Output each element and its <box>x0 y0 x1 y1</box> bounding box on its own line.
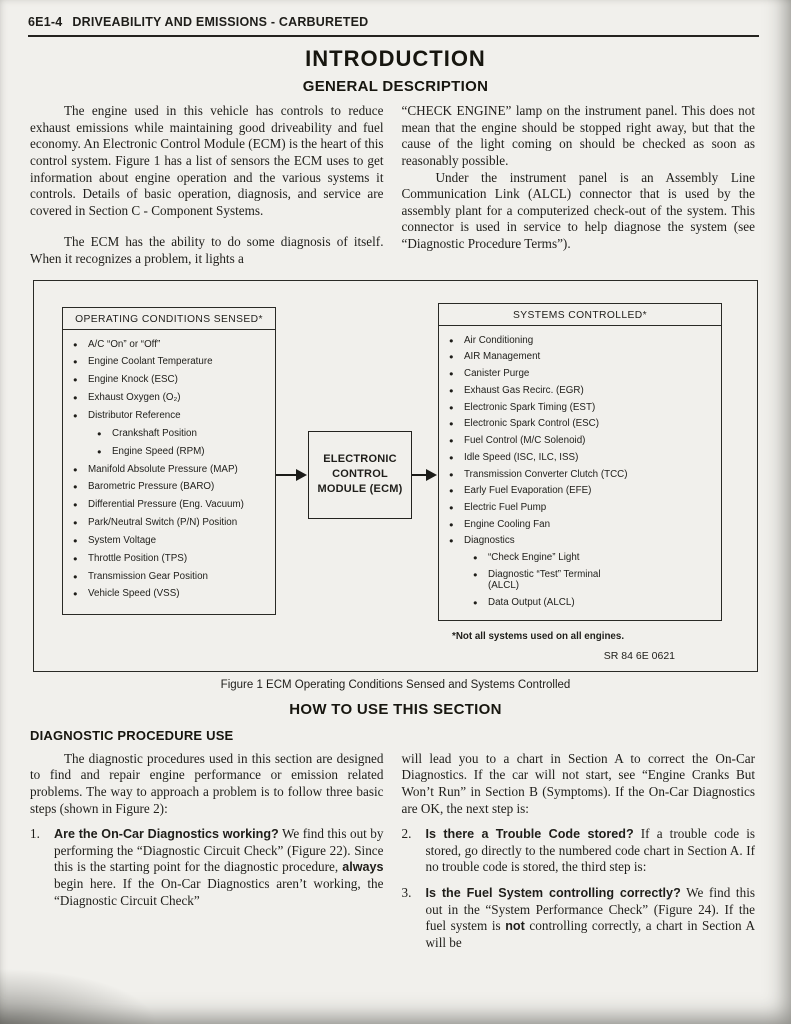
list-item-label: Vehicle Speed (VSS) <box>88 588 180 600</box>
how-to-use-columns <box>0 751 791 952</box>
list-item <box>449 368 717 380</box>
list-item <box>473 569 717 592</box>
page-title: INTRODUCTION <box>305 46 486 71</box>
list-item-label: Electric Fuel Pump <box>464 501 547 513</box>
list-item <box>73 553 271 565</box>
list-item-label: “Check Engine” Light <box>488 552 580 564</box>
how-to-use-section <box>0 728 791 743</box>
step-bold-word: not <box>505 919 525 934</box>
list-item-label: Transmission Converter Clutch (TCC) <box>464 468 628 480</box>
list-item-label: Engine Knock (ESC) <box>88 374 178 386</box>
list-item <box>449 452 717 464</box>
list-item-label: Fuel Control (M/C Solenoid) <box>464 435 586 447</box>
bullet-icon <box>73 374 88 386</box>
bullet-icon <box>73 392 88 404</box>
step-3 <box>402 885 756 952</box>
bullet-icon <box>449 535 464 547</box>
list-item <box>73 499 271 511</box>
list-item-label: Engine Speed (RPM) <box>112 445 205 457</box>
list-item <box>449 335 717 347</box>
list-item-label: Exhaust Gas Recirc. (EGR) <box>464 384 584 396</box>
list-item <box>449 535 717 547</box>
arrow-right-icon <box>412 474 434 476</box>
list-item-label: Exhaust Oxygen (O₂) <box>88 392 181 404</box>
list-item-label: Diagnostics <box>464 535 515 547</box>
list-item <box>73 410 271 422</box>
general-description-heading: GENERAL DESCRIPTION <box>302 78 489 95</box>
list-item-label: Electronic Spark Control (ESC) <box>464 418 600 430</box>
bullet-icon <box>449 452 464 464</box>
step-2 <box>402 826 756 876</box>
list-item-label: Idle Speed (ISC, ILC, ISS) <box>464 451 579 463</box>
list-item-label: Park/Neutral Switch (P/N) Position <box>88 517 238 529</box>
bullet-icon <box>73 499 88 511</box>
list-item <box>73 464 271 476</box>
step-question: Are the On-Car Diagnostics working? <box>54 827 279 842</box>
bullet-icon <box>97 428 112 440</box>
bullet-icon <box>73 339 88 351</box>
bullet-icon <box>97 446 112 458</box>
list-item-label: Throttle Position (TPS) <box>88 552 188 564</box>
bullet-icon <box>73 553 88 565</box>
list-item-label: Distributor Reference <box>88 410 181 421</box>
list-item-label: System Voltage <box>88 534 157 546</box>
list-item <box>449 469 717 481</box>
list-item <box>73 339 271 351</box>
step-number: 1. <box>30 826 40 842</box>
list-item <box>449 351 717 363</box>
step-question: Is there a Trouble Code stored? <box>425 827 634 842</box>
bullet-icon <box>449 469 464 481</box>
step-text-run: begin here. If the On-Car Diagnostics aren’t working, the “Diagnostic Circuit Check” <box>54 876 384 908</box>
page-number: 6E1-4 <box>28 15 63 29</box>
list-item-label: Early Fuel Evaporation (EFE) <box>464 485 592 497</box>
systems-controlled-title: SYSTEMS CONTROLLED* <box>439 304 721 326</box>
bullet-icon <box>449 435 464 447</box>
list-item-label: Barometric Pressure (BARO) <box>88 481 215 493</box>
systems-controlled-list <box>439 326 721 609</box>
list-item <box>473 552 717 564</box>
list-item <box>449 418 717 430</box>
right-column <box>402 751 756 952</box>
bullet-icon <box>73 356 88 368</box>
step-text-run: controlling correctly, a chart in Section A will be <box>425 918 755 950</box>
list-item <box>473 597 717 609</box>
bullet-icon <box>449 519 464 531</box>
list-item <box>73 535 271 547</box>
list-item <box>97 428 271 440</box>
list-item <box>73 517 271 529</box>
paragraph: The ECM has the ability to do some diagnosis of itself. When it recognizes a problem, it lights a <box>30 234 384 266</box>
list-item-label: Canister Purge <box>464 368 530 380</box>
bullet-icon <box>73 410 88 422</box>
list-item-label: AIR Management <box>464 351 541 363</box>
list-item <box>449 435 717 447</box>
step-text <box>426 826 756 876</box>
step-bold-word: always <box>342 860 384 875</box>
step-number: 3. <box>401 885 412 900</box>
list-item-label: Air Conditioning <box>464 334 534 346</box>
step-text <box>426 885 756 952</box>
bullet-icon <box>73 588 88 600</box>
operating-conditions-list <box>63 330 275 600</box>
bullet-icon <box>473 569 488 581</box>
list-item-label: Data Output (ALCL) <box>488 597 575 609</box>
bullet-icon <box>449 335 464 347</box>
diagnostic-procedure-use-heading: DIAGNOSTIC PROCEDURE USE <box>30 727 234 743</box>
paragraph: The engine used in this vehicle has controls to reduce exhaust emissions while maintaining good driveability and fuel economy. An Electronic Control Module (ECM) is the heart of this control system. Figure 1 has a list of sensors the ECM uses to get information about engine operation and the various systems it controls. Details of basic operation, diagnosis, and service are covered in Section C - Component Systems. <box>30 103 384 218</box>
list-item-label: A/C “On” or “Off” <box>88 338 161 350</box>
bullet-icon <box>73 517 88 529</box>
list-item-label: Engine Coolant Temperature <box>88 356 213 368</box>
list-item-label: Crankshaft Position <box>112 427 197 439</box>
systems-controlled-box <box>438 303 722 621</box>
bullet-icon <box>73 571 88 583</box>
list-item <box>97 446 271 458</box>
list-item-label: Engine Cooling Fan <box>464 518 551 530</box>
how-to-use-heading: HOW TO USE THIS SECTION <box>289 700 502 718</box>
bullet-icon <box>73 464 88 476</box>
arrow-right-icon <box>276 474 304 476</box>
left-column <box>30 751 384 952</box>
list-item-label: Electronic Spark Timing (EST) <box>464 401 596 413</box>
list-item <box>73 571 271 583</box>
step-question: Is the Fuel System controlling correctly? <box>425 886 681 900</box>
figure-reference-number: SR 84 6E 0621 <box>603 649 675 662</box>
list-item <box>449 502 717 514</box>
step-text <box>54 826 384 909</box>
bullet-icon <box>73 535 88 547</box>
bullet-icon <box>449 402 464 414</box>
step-1 <box>30 826 384 909</box>
bullet-icon <box>73 481 88 493</box>
list-item-label: Differential Pressure (Eng. Vacuum) <box>88 499 244 511</box>
list-item-label: Manifold Absolute Pressure (MAP) <box>88 463 238 475</box>
operating-conditions-title: OPERATING CONDITIONS SENSED* <box>63 308 275 330</box>
step-text-run: We find this out in the “System Performance Check” (Figure 24). If the fuel system is <box>425 885 755 934</box>
list-item <box>73 374 271 386</box>
bullet-icon <box>449 368 464 380</box>
paragraph: The diagnostic procedures used in this section are designed to find and repair engine performance or emission related problems. The way to approach a problem is to follow three basic steps (shown in Figure 2): <box>30 750 384 816</box>
operating-conditions-box <box>62 307 276 615</box>
page-header <box>28 13 759 37</box>
bullet-icon <box>449 502 464 514</box>
list-item <box>73 588 271 600</box>
list-item <box>449 385 717 397</box>
list-item-label: Transmission Gear Position <box>88 570 208 582</box>
list-item <box>73 392 271 404</box>
list-item <box>73 356 271 368</box>
right-column <box>402 103 756 268</box>
bullet-icon <box>449 385 464 397</box>
step-text-run: We find this out by performing the “Diagnostic Circuit Check” (Figure 22). Since this is the starting point for the diagnostic procedure, <box>54 826 384 875</box>
step-text-run: If a trouble code is stored, go directly to the numbered code chart in Section A. If no trouble code is stored, the third step is: <box>425 826 755 875</box>
list-item <box>449 485 717 497</box>
bullet-icon <box>449 485 464 497</box>
paragraph: will lead you to a chart in Section A to correct the On-Car Diagnostics. If the car will not start, see “Engine Cranks But Won’t Run” in Section B (Symptoms). If the On-Car Diagnostics are OK, the next step is: <box>401 750 755 816</box>
ecm-label: ELECTRONIC CONTROL MODULE (ECM) <box>317 452 403 496</box>
list-item <box>73 481 271 493</box>
list-item <box>449 519 717 531</box>
bullet-icon <box>473 552 488 564</box>
page-header-title: DRIVEABILITY AND EMISSIONS - CARBURETED <box>72 15 369 29</box>
paragraph: “CHECK ENGINE” lamp on the instrument panel. This does not mean that the engine should be stopped right away, but that the cause of the light coming on should be checked as soon as reasonably possible. <box>401 103 755 168</box>
bullet-icon <box>473 597 488 609</box>
bullet-icon <box>449 418 464 430</box>
figure-caption: Figure 1 ECM Operating Conditions Sensed and Systems Controlled <box>220 678 571 691</box>
ecm-box <box>308 431 412 519</box>
bullet-icon <box>449 351 464 363</box>
general-description-columns <box>0 103 791 268</box>
paragraph: Under the instrument panel is an Assembly Line Communication Link (ALCL) connector that is used by the assembly plant for a computerized check-out of the system. This connector is used in service to help diagnose the system (see “Diagnostic Procedure Terms”). <box>401 169 755 251</box>
list-item <box>449 402 717 414</box>
figure-footnote: *Not all systems used on all engines. <box>452 630 625 642</box>
figure-1-diagram <box>33 280 758 672</box>
list-item-label: Diagnostic “Test” Terminal (ALCL) <box>488 568 601 592</box>
left-column <box>30 103 384 268</box>
step-number: 2. <box>401 826 412 842</box>
